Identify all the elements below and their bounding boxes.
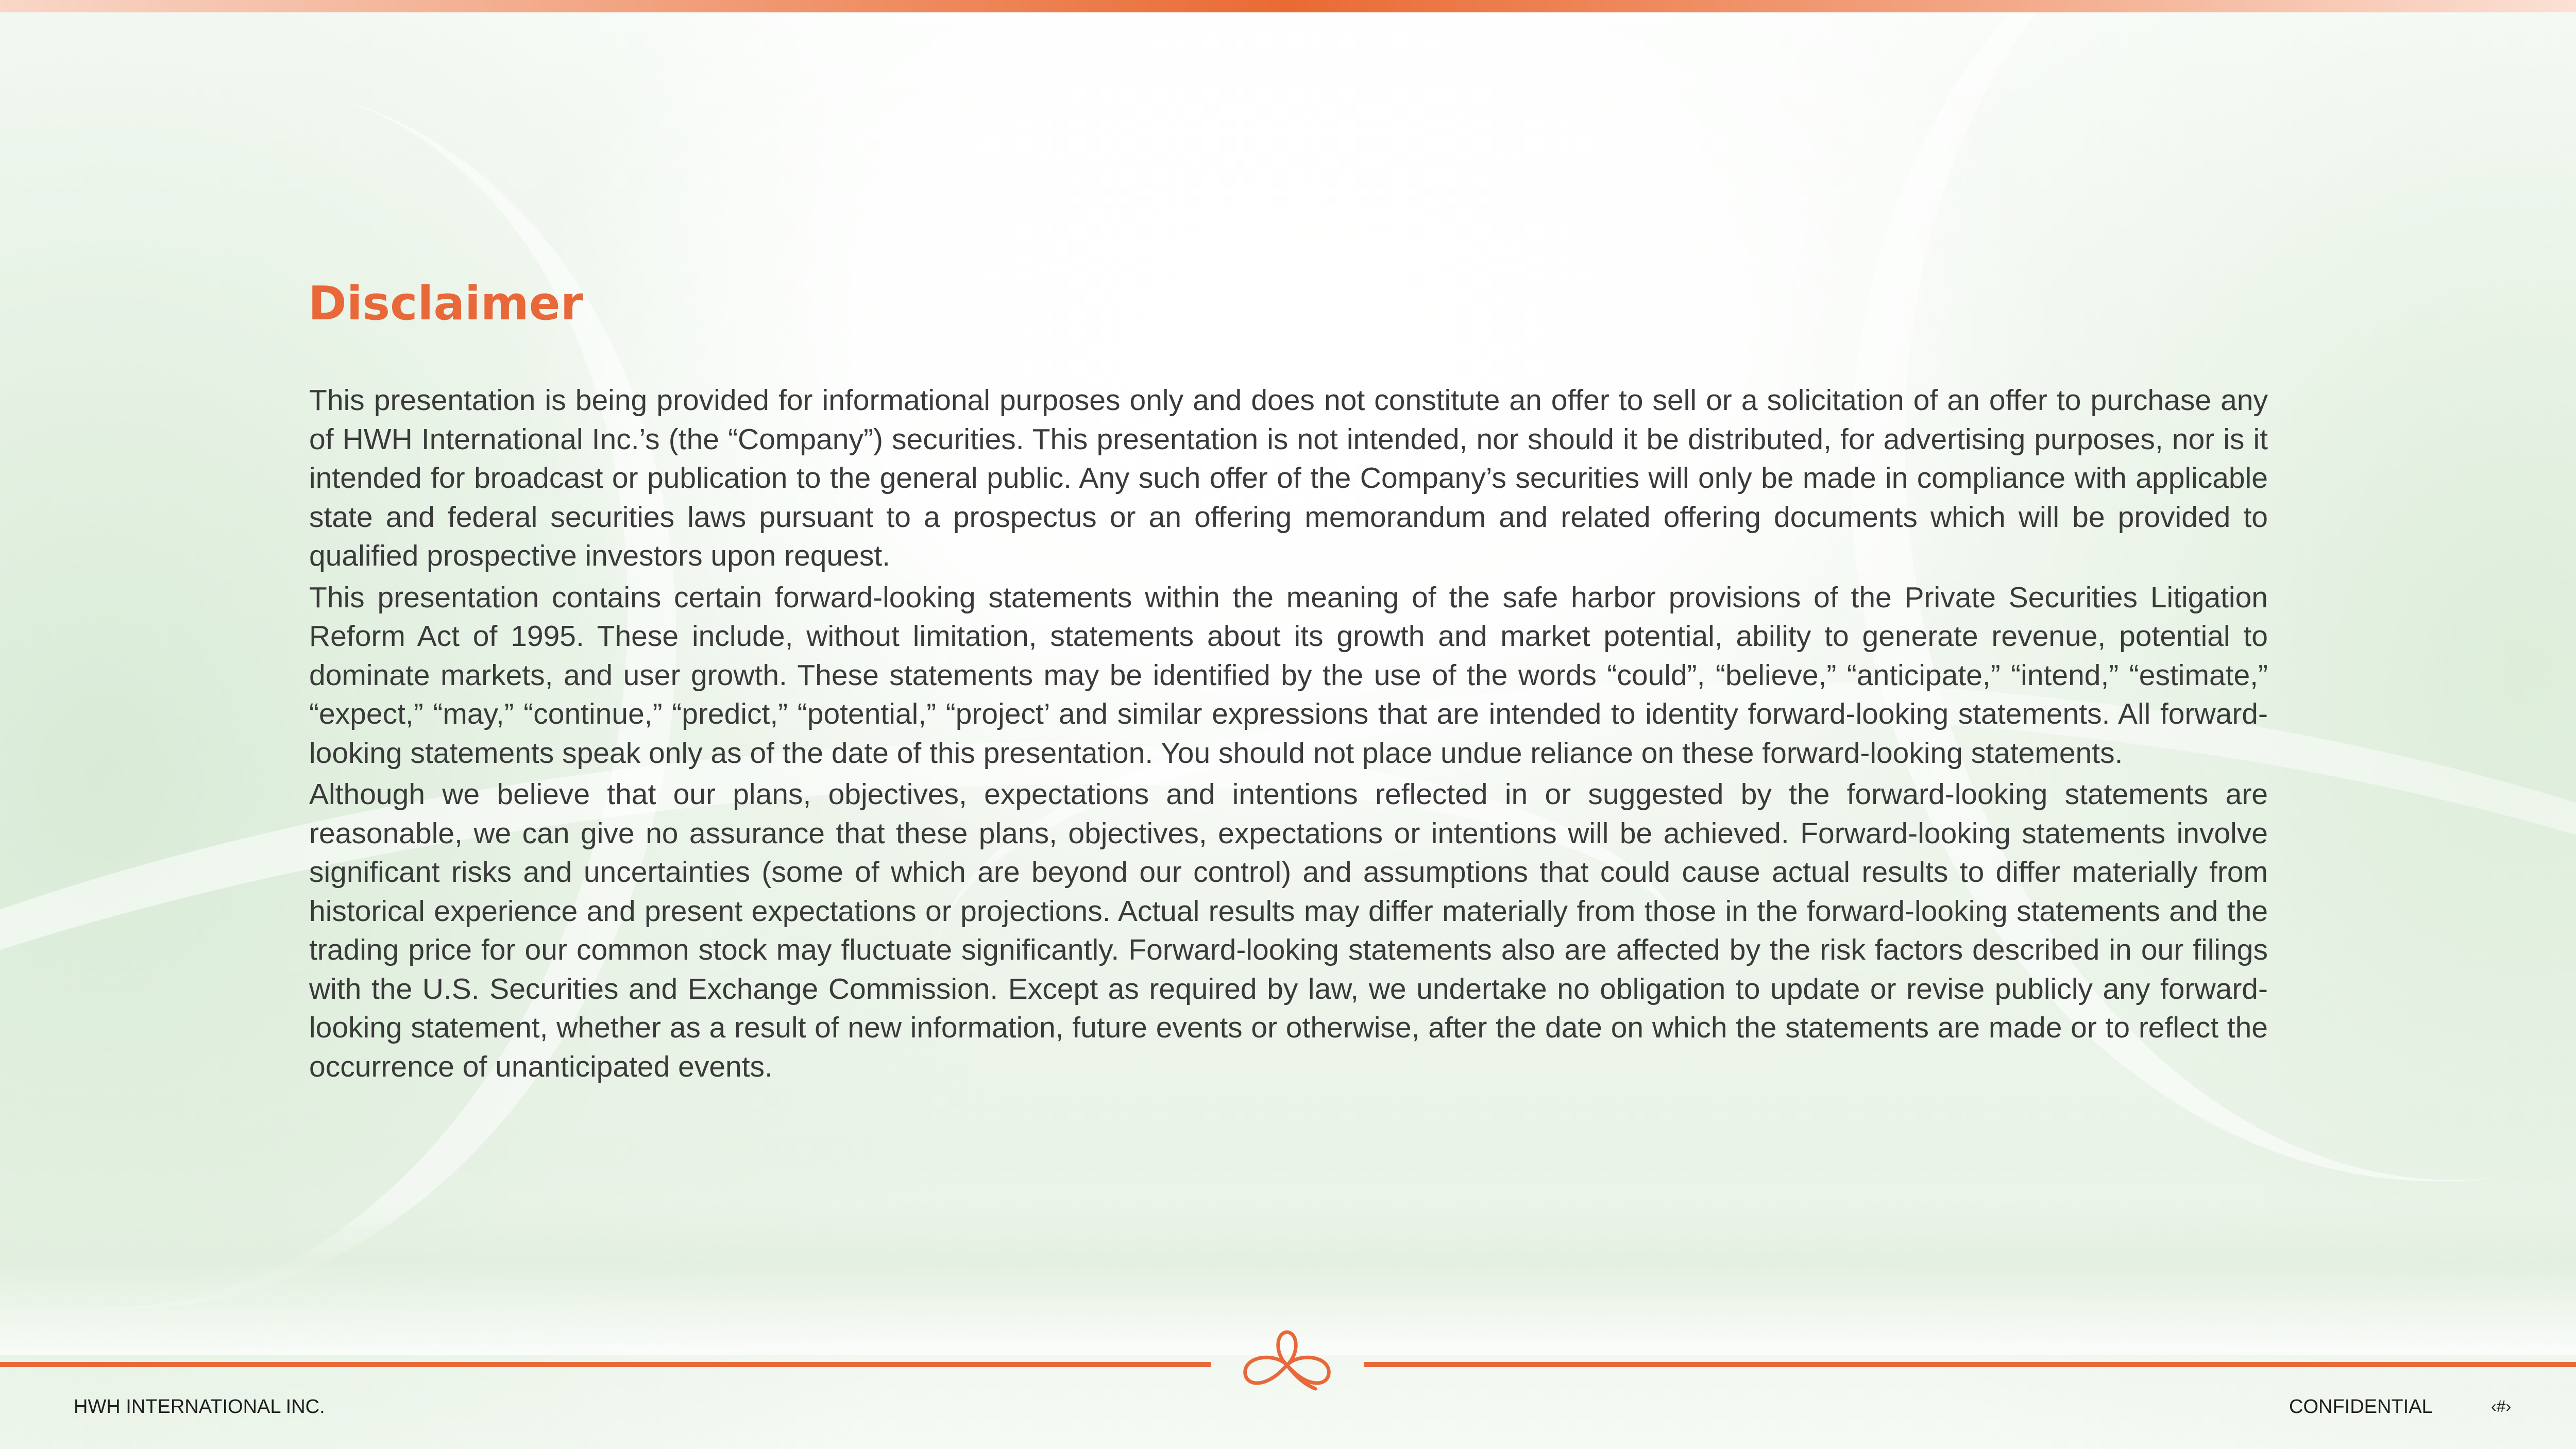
footer-divider-right	[1364, 1362, 2576, 1367]
knot-logo-icon	[1239, 1328, 1335, 1395]
top-accent-bar	[0, 0, 2576, 12]
disclaimer-paragraph: Although we believe that our plans, objectives, expectations and intentions reflected in or suggested by the forward-looking statements are reasonable, we can give no assurance that these plans, objectives, expectations or intentions will be achieved. Forward-looking statements involve significant risks and uncertainties (some of which are beyond our control) and assumptions that could cause actual results to differ materially from historical experience and present expectations or projections. Actual results may differ materially from those in the forward-looking statements and the trading price for our common stock may fluctuate significantly. Forward-looking statements also are affected by the risk factors described in our filings with the U.S. Securities and Exchange Commission. Except as required by law, we undertake no obligation to update or revise publicly any forward-looking statement, whether as a result of new information, future events or otherwise, after the date on which the statements are made or to reflect the occurrence of unanticipated events.	[309, 778, 2268, 1083]
footer-company-name: HWH INTERNATIONAL INC.	[74, 1396, 325, 1418]
disclaimer-paragraph: This presentation contains certain forward-looking statements within the meaning of the safe harbor provisions of the Private Securities Litigation Reform Act of 1995. These include, without limitation, statements about its growth and market potential, ability to generate revenue, potential to dominate markets, and user growth. These statements may be identified by the use of the words “could”, “believe,” “anticipate,” “intend,” “estimate,” “expect,” “may,” “continue,” “predict,” “potential,” “project’ and similar expressions that are intended to identity forward-looking statements. All forward-looking statements speak only as of the date of this presentation. You should not place undue reliance on these forward-looking statements.	[309, 581, 2268, 770]
disclaimer-body	[309, 381, 2268, 1089]
disclaimer-paragraph: This presentation is being provided for informational purposes only and does not constitute an offer to sell or a solicitation of an offer to purchase any of HWH International Inc.’s (the “Company”) securities. This presentation is not intended, nor should it be distributed, for advertising purposes, nor is it intended for broadcast or publication to the general public. Any such offer of the Company’s securities will only be made in compliance with applicable state and federal securities laws pursuant to a prospectus or an offering memorandum and related offering documents which will be provided to qualified prospective investors upon request.	[309, 384, 2268, 572]
footer-confidential-label: CONFIDENTIAL	[2289, 1396, 2433, 1418]
page-number: ‹#›	[2491, 1397, 2512, 1416]
slide-title: Disclaimer	[308, 277, 584, 331]
footer-divider-left	[0, 1362, 1211, 1367]
